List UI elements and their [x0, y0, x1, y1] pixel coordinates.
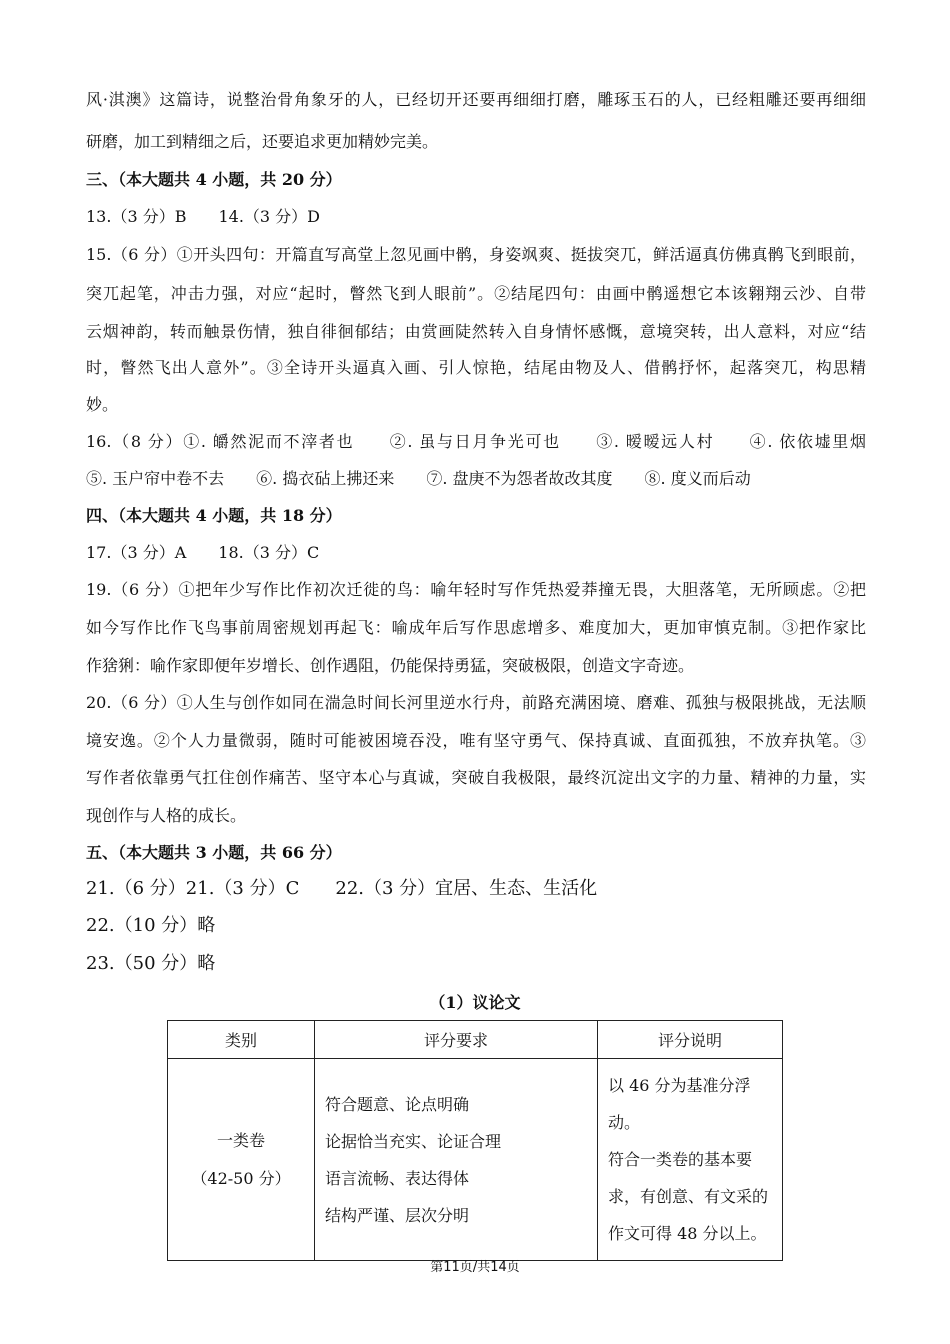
- answer-line: 云烟神韵，转而触景伤情，独自徘徊郁结；由赏画陡然转入自身情怀感慨，意境突转，出人意料，对应“结: [86, 322, 866, 341]
- answer-line: 境安逸。②个人力量微弱，随时可能被困境吞没，唯有坚守勇气、保持真诚、直面孤独，不放弃执笔。③: [86, 731, 866, 750]
- text-line: 风·淇澳》这篇诗，说整治骨角象牙的人，已经切开还要再细细打磨，雕琢玉石的人，已经粗雕还要再细细: [86, 90, 866, 109]
- requirement-item: 结构严谨、层次分明: [325, 1205, 470, 1225]
- category-range: （42-50 分）: [191, 1168, 291, 1188]
- answer-line: 如今写作比作飞鸟事前周密规划再起飞：喻成年后写作思虑增多、难度加大，更加审慎克制。③把作家比: [86, 618, 866, 637]
- answer-line: 16.（8 分）①. 皭然泥而不滓者也 ②. 虽与日月争光可也 ③. 暧暧远人村 ④. 依依墟里烟: [86, 432, 866, 451]
- section-heading: 四、（本大题共 4 小题，共 18 分）: [86, 506, 342, 525]
- scoring-table: [167, 1020, 783, 1261]
- answer-line: 时，瞥然飞出人意外”。③全诗开头逼真入画、引人惊艳，结尾由物及人、借鹘抒怀，起落突兀，构思精: [86, 358, 866, 377]
- answer-line: 21.（6 分）21.（3 分）C 22.（3 分）宜居、生态、生活化: [86, 878, 598, 899]
- answer-line: 15.（6 分）①开头四句：开篇直写高堂上忽见画中鹘，身姿飒爽、挺拔突兀，鲜活逼真仿佛真鹘飞到眼前，: [86, 245, 866, 264]
- answer-line: 现创作与人格的成长。: [86, 806, 247, 825]
- section-heading: 三、（本大题共 4 小题，共 20 分）: [86, 170, 342, 189]
- table-title: （1）议论文: [429, 993, 521, 1012]
- column-header: 评分要求: [315, 1021, 598, 1059]
- requirement-item: 语言流畅、表达得体: [325, 1168, 470, 1188]
- page-number: 第11页/共14页: [430, 1260, 520, 1275]
- text-line: 研磨，加工到精细之后，还要追求更加精妙完美。: [86, 132, 439, 151]
- answer-line: ⑤. 玉户帘中卷不去 ⑥. 捣衣砧上拂还来 ⑦. 盘庚不为怨者故改其度 ⑧. 度义而后动: [86, 469, 751, 488]
- category-name: 一类卷: [216, 1130, 265, 1150]
- answer-line: 13.（3 分）B 14.（3 分）D: [86, 207, 321, 226]
- table-header-row: [168, 1021, 783, 1059]
- table-row: [168, 1059, 783, 1261]
- section-heading: 五、（本大题共 3 小题，共 66 分）: [86, 843, 342, 862]
- answer-line: 作猞猁：喻作家即便年岁增长、创作遇阻，仍能保持勇猛，突破极限，创造文字奇迹。: [86, 656, 695, 675]
- category-cell: [168, 1059, 315, 1261]
- requirements-cell: [315, 1059, 598, 1261]
- column-header: 评分说明: [598, 1021, 783, 1059]
- answer-line: 17.（3 分）A 18.（3 分）C: [86, 543, 320, 562]
- note-line: 以 46 分为基准分浮动。: [608, 1076, 751, 1132]
- note-line: 求，有创意、有文采的: [608, 1187, 769, 1206]
- answer-line: 22.（10 分）略: [86, 915, 216, 936]
- answer-line: 写作者依靠勇气扛住创作痛苦、坚守本心与真诚，突破自我极限，最终沉淀出文字的力量、精神的力量，实: [86, 768, 866, 787]
- answer-line: 20.（6 分）①人生与创作如同在湍急时间长河里逆水行舟，前路充满困境、磨难、孤独与极限挑战，无法顺: [86, 693, 866, 712]
- answer-line: 23.（50 分）略: [86, 953, 216, 974]
- note-line: 作文可得 48 分以上。: [608, 1224, 767, 1243]
- requirement-item: 论据恰当充实、论证合理: [325, 1131, 502, 1151]
- answer-line: 突兀起笔，冲击力强，对应“起时，瞥然飞到人眼前”。②结尾四句：由画中鹘遥想它本该翱翔云沙、自带: [86, 284, 866, 303]
- requirement-item: 符合题意、论点明确: [325, 1094, 470, 1114]
- answer-line: 妙。: [86, 395, 119, 414]
- answer-line: 19.（6 分）①把年少写作比作初次迁徙的鸟：喻年轻时写作凭热爱莽撞无畏，大胆落笔，无所顾虑。②把: [86, 580, 866, 599]
- note-line: 符合一类卷的基本要: [608, 1150, 753, 1169]
- notes-cell: [598, 1059, 783, 1261]
- column-header: 类别: [168, 1021, 315, 1059]
